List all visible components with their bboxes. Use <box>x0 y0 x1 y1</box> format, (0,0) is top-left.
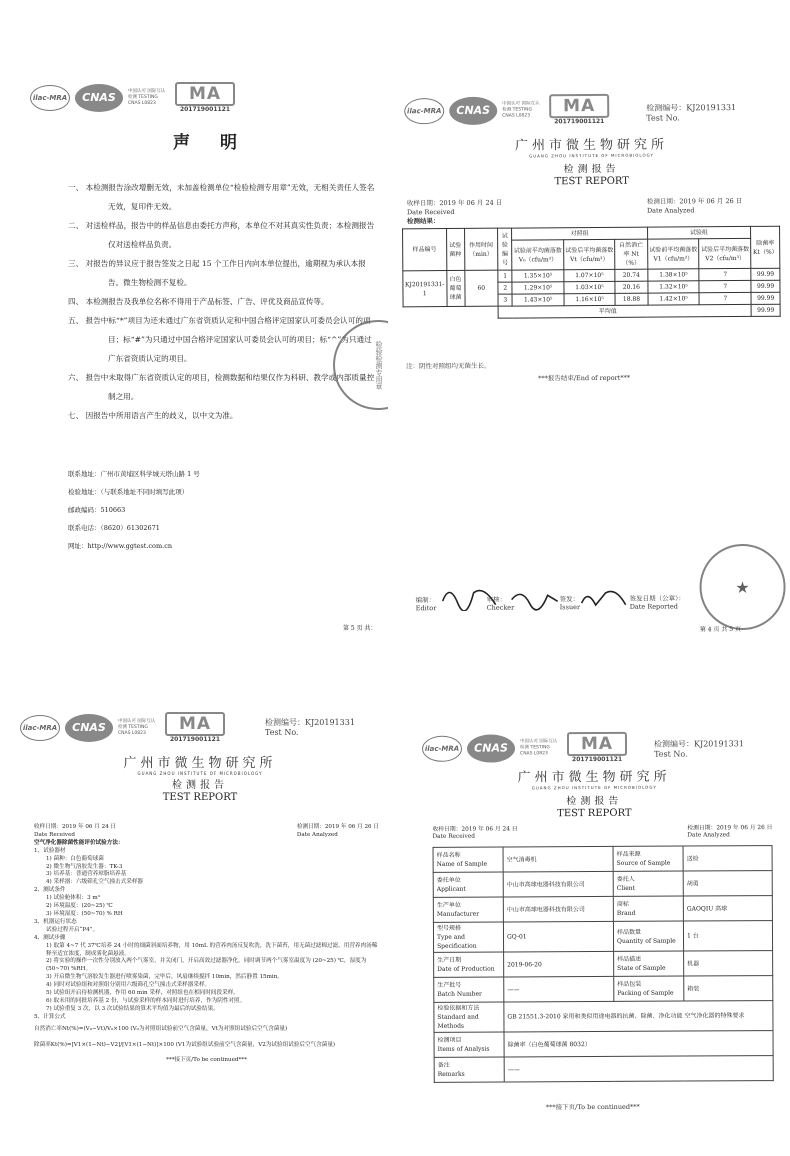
accreditation-logos <box>404 94 609 126</box>
sample-info-page <box>404 719 790 1151</box>
institute-name: 广州市微生物研究所 GUANG ZHOU INSTITUTE OF MICROBIOLOGY <box>517 769 671 791</box>
method-text: 收样日期：2019 年 06 月 24 日 Date Received 检测日期：2019 年 06 月 26 日 Date Analyzed 空气净化器除菌性能评价试验方法： 1、试验器材 1) 菌种：白色葡萄球菌 2) 微生物气溶胶发生器：TK-3 3) 培养基：普通营养琼脂培养基 4) 采样器：六级筛孔空气撞击式采样器 2、测试条件 1) 试验舱体积：3 m³ 2) 环境温度：(20~25) ℃ 3) 环境湿度：(50~70) % RH 3、机器运行状态 试验过程开启“P4”。 4、测试步骤 1) 取第 4~7 代 37℃培养 24 小时的细菌斜面培养物，用 10mL 的营养肉汤反复吹洗，洗下菌苔，用无菌过滤棉过滤，用营养肉汤稀释至适宜浓度，制成雾化菌悬液。 2) 将实验的操作一次性分别放入两个气雾室，并关闭门，开启高效过滤器净化，同时调节两个气雾室温度为 (20~25) ℃，湿度为 (50~70) %RH。 3) 开启微生物气溶胶发生器进行喷雾染菌，完毕后，风扇继续搅拌 10min，然后静置 15min。 4) 同时对试验组和对照组分别用六级筛孔空气撞击式采样器采样。 5) 试验组开启待检测机器，作用 60 min 采样，对照组也在相同时间段采样。 6) 取未用的同批培养基 2 份，与试验采样的样本同时进行培养，作为阴性对照。 7) 试验重复 3 次，以 3 次试验结果的算术平均值为最后的试验结果。 5、计算公式 自然消亡率Nt(%)=(V₀−Vt)/V₀×100 (V₀为对照组试验前空气含菌量，Vt为对照组试验后空气含菌量) 除菌率Kt(%)=[V1×(1−Nt)−V2]/[V1×(1−Nt)]×100 (V1为试验组试验前空气含菌量，V2为试验组试验后空气含菌量) ***接下页/To be continued*** <box>34 824 379 1064</box>
table-row: 生产单位 Manufacturer 中山市高球电器科技有限公司 商标 Brand GAOQIU 高球 <box>433 896 772 923</box>
header-control-group: 对照组 <box>512 227 647 240</box>
website: 网址：http://www.ggtest.com.cn <box>68 542 173 550</box>
table-row: 型号规格 Type and Specification GQ-01 样品数量 Quantity of Sample 1 台 <box>433 921 772 953</box>
header-test-no: 试验编号 <box>498 228 513 270</box>
table-row: 2 1.29×10⁵ 1.03×10⁵ 20.16 1.32×10⁵ 7 99.99 <box>403 280 780 295</box>
header-vt: 试验后平均菌落数 Vt（cfu/m³） <box>563 239 615 269</box>
declaration-item: 四、 本检测报告及我单位名称不得用于产品标签、广告、评优及商品宣传等。 <box>68 297 329 306</box>
cma-logo: MA 201719001121 <box>567 732 627 763</box>
ilac-mra-logo: ilac-MRA <box>404 98 444 124</box>
method-page <box>20 708 392 1148</box>
accreditation-logos <box>30 82 235 113</box>
sample-info-table <box>433 845 774 1083</box>
report-number: 检测编号：KJ20191331 Test No. <box>646 103 737 123</box>
ilac-mra-logo: ilac-MRA <box>20 715 60 741</box>
cnas-text: 中国认可 国际互认 检测 TESTING CNAS L0823 <box>128 88 166 106</box>
header-v0: 试验前平均菌落数 V₀（cfu/m³） <box>512 240 564 270</box>
ilac-mra-logo: ilac-MRA <box>30 85 70 111</box>
formula-nt: 自然消亡率Nt(%)=(V₀−Vt)/V₀×100 (V₀为对照组试验前空气含菌量，Vt为对照组试验后空气含菌量) <box>34 1025 288 1032</box>
header-sample-no: 样品编号 <box>403 229 447 271</box>
declaration-item: 七、 因报告中所用语言产生的歧义，以中文为准。 <box>68 411 238 420</box>
bacteria-cell: 白色葡萄球菌 <box>446 270 464 306</box>
official-stamp: ★ <box>699 544 786 631</box>
declaration-item: 三、 对报告的异议应于报告签发之日起 15 个工作日内向本单位提出，逾期视为承认本报告。微生物检测不复检。 <box>68 259 366 287</box>
table-row: 检验依据和方法 Standard and Methods GB 21551.3-2010 家用和类似用途电器的抗菌、除菌、净化功能 空气净化器的特殊要求 <box>434 1001 773 1033</box>
ilac-mra-logo: ilac-MRA <box>422 735 462 761</box>
continue-note: ***接下页/To be continued*** <box>545 1102 640 1112</box>
report-number: 检测编号：KJ20191331 Test No. <box>265 718 355 737</box>
table-row: 样品名称 Name of Sample 空气消毒机 样品来源 Source of Sample 送检 <box>433 846 772 873</box>
cnas-logo: CNAS <box>65 714 113 742</box>
cnas-logo: CNAS <box>75 84 123 112</box>
accreditation-logos <box>20 712 225 743</box>
cma-logo: MA 201719001121 <box>175 82 235 113</box>
average-row: 平均值 99.99 <box>403 304 780 319</box>
cma-logo: MA 201719001121 <box>549 94 609 125</box>
continue-note: ***接下页/To be continued*** <box>166 1057 247 1064</box>
table-row: 3 1.43×10⁵ 1.16×10⁵ 18.88 1.42×10⁵ 7 99.99 <box>403 292 780 307</box>
table-row: 检测项目 Items of Analysis 除菌率（白色葡萄球菌 8032） <box>434 1031 773 1058</box>
header-test-group: 试验组 <box>647 226 751 239</box>
declaration-title: 声明 <box>173 133 267 153</box>
issuer-signature-scribble <box>580 585 630 611</box>
editor-signature: 编制： Editor <box>415 596 437 613</box>
cma-logo: MA 201719001121 <box>165 712 225 743</box>
header-bacteria: 试验菌种 <box>446 228 464 270</box>
official-stamp: 检验检测专用章 <box>333 320 388 410</box>
declaration-item: 二、 对送检样品，报告中的样品信息由委托方声称，本单位不对其真实性负责；本检测报告仅对送检样品负责。 <box>68 221 375 249</box>
report-title: 检测报告 TEST REPORT <box>162 780 238 803</box>
sample-no-cell: KJ20191331-1 <box>403 271 447 307</box>
method-title: 空气净化器除菌性能评价试验方法： <box>34 839 124 846</box>
page-number: 第 4 页 共 5 页 <box>699 625 742 634</box>
declaration-page <box>8 70 388 640</box>
date-received: 收样日期：2019 年 06 月 24 日 Date Received 检测结果： <box>406 198 503 226</box>
cnas-logo: CNAS <box>449 96 497 124</box>
table-row: 委托单位 Applicant 中山市高球电器科技有限公司 委托人 Client 胡勇 <box>433 871 772 898</box>
page-number: 第 5 页 共： <box>343 625 377 632</box>
cnas-text: 中国认可 国际互认 检测 TESTING CNAS L0823 <box>502 100 540 119</box>
end-of-report: ***报告结束/End of report*** <box>538 373 631 383</box>
checker-signature: 审核： Checker <box>486 595 515 612</box>
header-time: 作用时间（min） <box>464 228 498 270</box>
declaration-item: 一、 本检测报告涂改增删无效，未加盖检测单位“检验检测专用章”无效，无相关责任人签名无效，复印件无效。 <box>68 183 375 211</box>
test-address: 检验地址：（与联系地址不同时填写此项） <box>68 488 189 496</box>
date-analyzed: 检测日期：2019 年 06 月 26 日 Date Analyzed <box>646 196 743 215</box>
dates: 收样日期：2019 年 06 月 24 日 Date Received 检测日期：2019 年 06 月 26 日 Date Analyzed <box>432 825 773 840</box>
formula-kt: 除菌率Kt(%)=[V1×(1−Nt)−V2]/[V1×(1−Nt)]×100 (V1为试验组试验前空气含菌量，V2为试验组试验后空气含菌量) <box>34 1041 336 1048</box>
table-row: 备注 Remarks —— <box>434 1056 773 1083</box>
report-number: 检测编号：KJ20191331 Test No. <box>653 739 744 759</box>
table-row: KJ20191331-1 白色葡萄球菌 60 1 1.35×10⁵ 1.07×10⁵ 20.74 1.38×10⁵ 7 99.99 <box>403 268 780 283</box>
date-reported: 签发日期（公章）： Date Reported <box>629 594 685 611</box>
cnas-text: 中国认可 国际互认 检测 TESTING CNAS L0823 <box>519 738 558 756</box>
time-cell: 60 <box>464 270 498 306</box>
table-row: 生产日期 Date of Production 2019-06-20 样品描述 State of Sample 机器 <box>434 951 773 978</box>
accreditation-logos <box>422 732 627 764</box>
header-v1: 试验前平均菌落数 V1（cfu/m³） <box>647 239 699 269</box>
report-title: 检测报告 TEST REPORT <box>557 795 632 820</box>
issuer-signature: 签发： Issuer <box>559 595 581 612</box>
institute-name: 广州市微生物研究所 GUANG ZHOU INSTITUTE OF MICROBIOLOGY <box>123 756 277 776</box>
contact-block <box>68 465 200 555</box>
header-nt: 自然消亡率 Nt（%） <box>615 239 648 269</box>
checker-signature-scribble <box>510 585 560 611</box>
cnas-text: 中国认可 国际互认 检测 TESTING CNAS L0823 <box>118 718 156 736</box>
header-v2: 试验后平均菌落数 V2（cfu/m³） <box>699 238 751 268</box>
postal-code: 邮政编码：510663 <box>68 506 126 514</box>
declaration-item: 六、 报告中未取得广东省资质认定的项目，检测数据和结果仅作为科研、教学或内部质量控制之用。 <box>68 373 375 401</box>
table-row: 生产批号 Batch Number —— 样品包装 Packing of Sample 箱装 <box>434 976 773 1003</box>
results-page <box>396 79 790 652</box>
phone: 联系电话：（8620）61302671 <box>68 524 160 532</box>
institute-name: 广州市微生物研究所 GUANG ZHOU INSTITUTE OF MICROBIOLOGY <box>514 137 669 159</box>
cnas-logo: CNAS <box>467 734 515 762</box>
note: 注：阴性对照组均无菌生长。 <box>405 361 491 371</box>
report-title: 检测报告 TEST REPORT <box>554 163 629 188</box>
results-table <box>402 226 781 320</box>
contact-address: 联系地址：广州市黄埔区科学城天塔山路 1 号 <box>68 470 200 478</box>
declaration-item: 五、 报告中标“*”项目为还未通过广东省资质认定和中国合格评定国家认可委员会认可的项目；标“#”为只通过中国合格评定国家认可委员会认可的项目；标“^”为只通过广东省资质认定的项目。 <box>68 316 372 363</box>
declaration-list <box>68 178 378 425</box>
header-kt: 除菌率 Kt（%） <box>751 226 780 268</box>
